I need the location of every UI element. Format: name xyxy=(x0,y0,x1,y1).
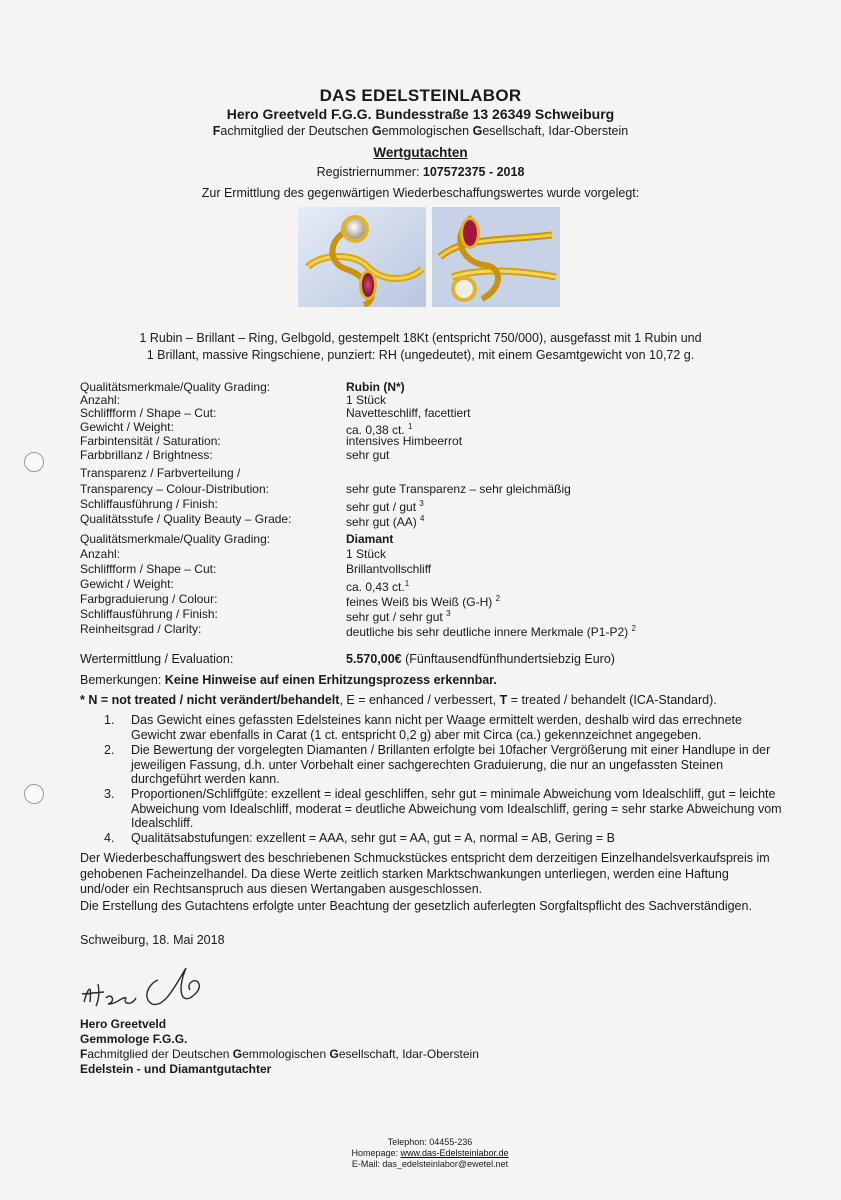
registration-number: Registriernummer: 107572375 - 2018 xyxy=(316,165,525,179)
signatory-title: Gemmologe F.G.G. xyxy=(80,1032,188,1046)
signatory-role: Edelstein - und Diamantgutachter xyxy=(80,1062,272,1076)
footer-contact xyxy=(0,1137,841,1170)
grading-row: Farbintensität / Saturation: intensives Himbeerrot xyxy=(80,434,463,448)
grading-row: Transparenz / Farbverteilung / xyxy=(80,466,241,480)
handwritten-signature xyxy=(78,958,218,1018)
grading-row: Gewicht / Weight: ca. 0,43 ct.$^1$ xyxy=(80,577,410,594)
footer-email: E-Mail: das_edelsteinlabor@ewetel.net xyxy=(351,1159,509,1169)
footer-phone: Telephon: 04455-236 xyxy=(387,1137,473,1147)
grading-row: Anzahl: 1 Stück xyxy=(80,393,387,407)
grading-row: Farbbrillanz / Brightness: sehr gut xyxy=(80,448,390,462)
item-description: 1 Rubin – Brillant – Ring, Gelbgold, gestempelt 18Kt (entspricht 750/000), ausgefasst mit 1 Rubin und 1 Brillant, massive Ringschiene, punziert: RH (ungedeutet), mit einem Gesamtgewicht von 10,72 g. xyxy=(139,331,702,362)
grading-row: Schliffform / Shape – Cut: Navetteschliff, facettiert xyxy=(80,406,471,420)
grading-row: Qualitätsstufe / Quality Beauty – Grade: sehr gut (AA) $^4$ xyxy=(80,512,425,529)
grading-row: Schliffausführung / Finish: sehr gut / sehr gut $^3$ xyxy=(80,607,451,624)
signatory-name: Hero Greetveld xyxy=(80,1017,167,1031)
intro-text: Zur Ermittlung des gegenwärtigen Wiederbeschaffungswertes wurde vorgelegt: xyxy=(201,186,640,200)
signatory-membership: Fachmitglied der Deutschen Gemmologischen Gesellschaft, Idar-Oberstein xyxy=(80,1047,479,1061)
owner-address: Hero Greetveld F.G.G. Bundesstraße 13 26349 Schweiburg xyxy=(226,106,615,122)
document-title: Wertgutachten xyxy=(373,145,468,160)
grading-row: Schliffform / Shape – Cut: Brillantvollschliff xyxy=(80,562,432,576)
grading-row: Qualitätsmerkmale/Quality Grading: Rubin (N*) xyxy=(80,380,405,394)
remarks: Bemerkungen: Keine Hinweise auf einen Erhitzungsprozess erkennbar. xyxy=(80,673,497,687)
footnote-item: 3. Proportionen/Schliffgüte: exzellent = ideal geschliffen, sehr gut = minimale Abweichung vom Idealschliff, gut = leichte Abweichung vom Idealschliff, moderat = deutliche Abweichung vom Idealschliff, gering = sehr starke Abweichung vom Idealschliff. xyxy=(104,787,782,830)
grading-row: Reinheitsgrad / Clarity: deutliche bis sehr deutliche innere Merkmale (P1-P2) $^2$ xyxy=(80,622,636,639)
certificate-page: DAS EDELSTEINLABOR Hero Greetveld F.G.G. Bundesstraße 13 26349 Schweiburg Fachmitglied der Deutschen Gemmologischen Gesellschaft, Idar-Oberstein Wertgutachten Registriernummer: 107572375 - 2018 Zur Ermittlung des gegenwärtigen Wiederbeschaffungswertes wurde vorgelegt: 1 Rubin – Brillant – Ring, Gelbgold, gestempelt 18Kt (entspricht 750/000), ausgefasst mit 1 Rubin und 1 Brillant, massive Ringschiene, punziert: RH (ungedeutet), mit einem Gesamtgewicht von 10,72 g. Qualitätsmerkmale/Quality Grading: Rubin (N*) Anzahl: 1 Stück Schliffform / Shape – Cut: Navetteschliff, facettiert Gewicht / Weight: ca. 0,38 ct. $^1$ Farbintensität / Saturation: intensives Himbeerrot Farbbrillanz / Brightness: sehr gut Transparenz / Farbverteilung / Transparency – Colour-Distribution: sehr gute Transparenz – sehr gleichmäßig Schliffausführung / Finish: sehr gut / gut $^3$ Qualitätsstufe / Quality Beauty – Grade: sehr gut (AA) $^4$ Qualitätsmerkmale/Quality Grading: Diamant Anzahl: 1 Stück Schliffform / Shape – Cut: Brillantvollschliff Gewicht / Weight: ca. 0,43 ct.$^1$ Farbgraduierung / Colour: feines Weiß bis Weiß (G-H) $^2$ Schliffausführung / Finish: sehr gut / sehr gut $^3$ Reinheitsgrad / Clarity: deutliche bis sehr deutliche innere Merkmale (P1-P2) $^2$ Wertermittlung / Evaluation: 5.570,00€ (Fünftausendfünfhundertsiebzig Euro) Bemerkungen: Keine Hinweise auf einen Erhitzungsprozess erkennbar. * N = not treated / nicht verändert/behandelt, E = enhanced / verbessert, T = treated / behandelt (ICA-Standard). 1. Das Gewicht eines gefassten Edelsteines kann nicht per Waage ermittelt werden, deshalb wird das errechnete Gewicht zwar ebenfalls in Carat (1 ct. entspricht 0,2 g) aber mit Circa (ca.) gekennzeichnet angegeben. 2. Die Bewertung der vorgelegten Diamanten / Brillanten erfolgte bei 10facher Vergrößerung mit einer Handlupe in der jeweiligen Fassung, d.h. unter Vorbehalt einer sachgerechten Graduierung, die nur an ungefassten Steinen durchgeführt werden kann. 3. Proportionen/Schliffgüte: exzellent = ideal geschliffen, sehr gut = minimale Abweichung vom Idealschliff, gut = leichte Abweichung vom Idealschliff, moderat = deutliche Abweichung vom Idealschliff, gering = sehr starke Abweichung vom Idealschliff. 4. Qualitätsabstufungen: exzellent = AAA, sehr gut = AA, gut = A, normal = AB, Gering = B Der Wiederbeschaffungswert des beschriebenen Schmuckstückes entspricht dem derzeitigen Einzelhandelsverkaufspreis im gehobenen Facheinzelhandel. Da diese Werte zeitlich starken Marktschwankungen unterliegen, werden eine Haftung und/oder ein Rechtsanspruch aus diesen Wertangaben ausgeschlossen. Die Erstellung des Gutachtens erfolgte unter Beachtung der gesetzlich auferlegten Sorgfaltspflicht des Sachverständigen. Schweiburg, 18. Mai 2018 Hero Greetveld Gemmologe F.G.G. Fachmitglied der Deutschen Gemmologischen Gesellschaft, Idar-Oberstein Edelstein - und Diamantgutachter Telephon: 04455-236 Homepage: www.das-Edelsteinlabor.de E-Mail: das_edelsteinlabor@ewetel.net xyxy=(0,0,841,1200)
grading-row: Farbgraduierung / Colour: feines Weiß bis Weiß (G-H) $^2$ xyxy=(80,592,501,609)
grading-row: Qualitätsmerkmale/Quality Grading: Diamant xyxy=(80,532,394,546)
lab-name: DAS EDELSTEINLABOR xyxy=(319,86,522,105)
footer-homepage: Homepage: www.das-Edelsteinlabor.de xyxy=(351,1148,509,1158)
disclaimer-text: Der Wiederbeschaffungswert des beschriebenen Schmuckstückes entspricht dem derzeitigen Einzelhandelsverkaufspreis im gehobenen Facheinzelhandel. Da diese Werte zeitlich starken Marktschwankungen unterliegen, werden eine Haftung und/oder ein Rechtsanspruch aus diesen Wertangaben ausgeschlossen. xyxy=(80,851,770,896)
ring-photo-back xyxy=(432,207,560,307)
ring-photos xyxy=(298,207,560,307)
punch-hole xyxy=(24,784,44,804)
grading-row: Transparency – Colour-Distribution: sehr gute Transparenz – sehr gleichmäßig xyxy=(80,482,571,496)
footnote-item: 4. Qualitätsabstufungen: exzellent = AAA, sehr gut = AA, gut = A, normal = AB, Gering = B xyxy=(104,831,615,845)
grading-row: Gewicht / Weight: ca. 0,38 ct. $^1$ xyxy=(80,420,413,437)
grading-row: Anzahl: 1 Stück xyxy=(80,547,387,561)
footnote-item: 2. Die Bewertung der vorgelegten Diamanten / Brillanten erfolgte bei 10facher Vergrößerung mit einer Handlupe in der jeweiligen Fassung, d.h. unter Vorbehalt einer sachgerechten Graduierung, die nur an ungefassten Steinen durchgeführt werden kann. xyxy=(104,743,771,786)
treatment-legend: * N = not treated / nicht verändert/behandelt, E = enhanced / verbessert, T = treated / behandelt (ICA-Standard). xyxy=(80,693,717,707)
footnote-item: 1. Das Gewicht eines gefassten Edelsteines kann nicht per Waage ermittelt werden, deshalb wird das errechnete Gewicht zwar ebenfalls in Carat (1 ct. entspricht 0,2 g) aber mit Circa (ca.) gekennzeichnet angegeben. xyxy=(104,713,742,742)
homepage-link[interactable]: www.das-Edelsteinlabor.de xyxy=(400,1148,509,1158)
place-date: Schweiburg, 18. Mai 2018 xyxy=(80,933,225,947)
signatory-block xyxy=(80,1017,479,1077)
punch-hole xyxy=(24,452,44,472)
grading-row: Schliffausführung / Finish: sehr gut / gut $^3$ xyxy=(80,497,424,514)
membership-line: Fachmitglied der Deutschen Gemmologischen Gesellschaft, Idar-Oberstein xyxy=(212,124,629,138)
ring-photo-front xyxy=(298,207,426,307)
care-statement: Die Erstellung des Gutachtens erfolgte unter Beachtung der gesetzlich auferlegten Sorgfaltspflicht des Sachverständigen. xyxy=(80,899,752,913)
